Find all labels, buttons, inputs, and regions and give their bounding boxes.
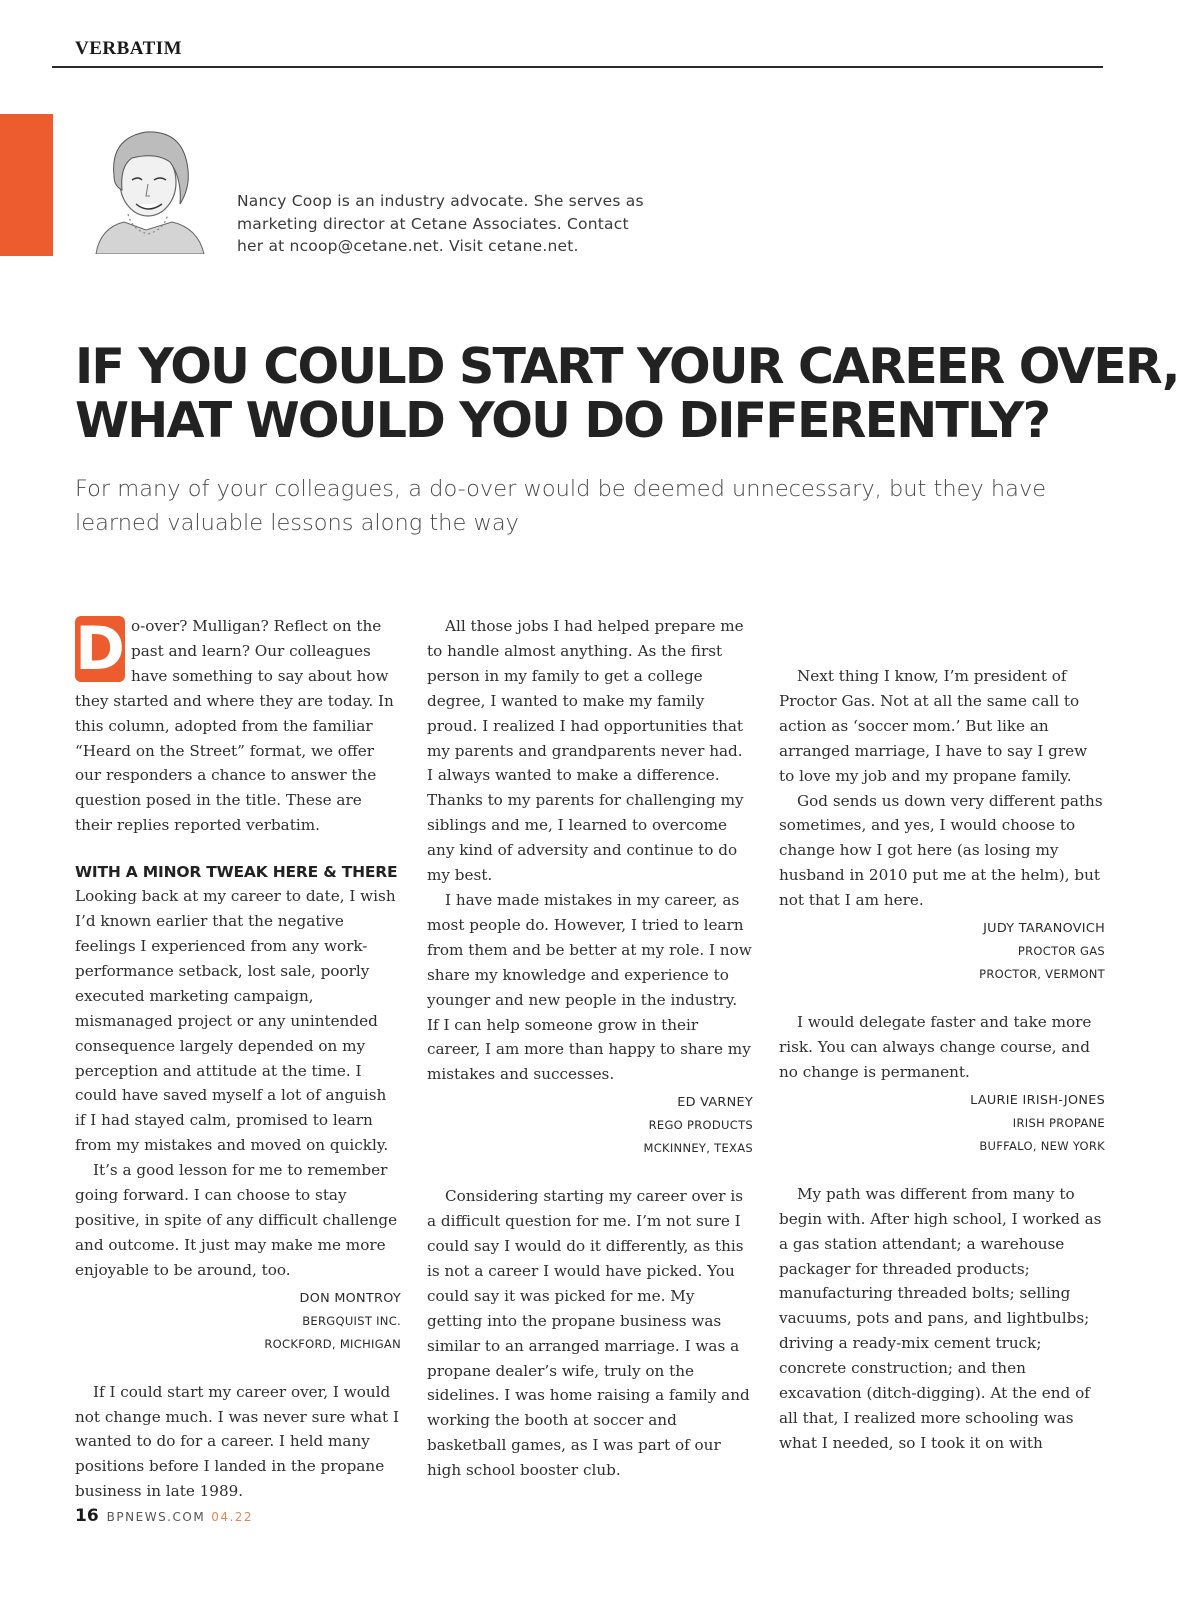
- page-number: 16: [75, 1506, 99, 1526]
- section-label: VERBATIM: [75, 38, 183, 59]
- header-rule: [52, 66, 1103, 68]
- issue-date: 04.22: [211, 1510, 254, 1524]
- bio-line: marketing director at Cetane Associates. Contact: [237, 214, 629, 233]
- body-paragraph: Considering starting my career over is a difficult question for me. I’m not sure I could say I would do it differently, as this is not a career I would have picked. You could say it was picked for me. My getting into the propane business was similar to an arranged marriage. I was a propane dealer’s wife, truly on the sidelines. I was home raising a family and working the booth at soccer and basketball games, as I was part of our high school booster club.: [427, 1187, 750, 1480]
- signature-location: PROCTOR, VERMONT: [979, 967, 1105, 982]
- body-paragraph: Next thing I know, I’m president of Proctor Gas. Not at all the same call to action as ‘soccer mom.’ But like an arranged marriage, I have to say I grew to love my job and my propane family.: [779, 667, 1088, 785]
- headline-line: IF YOU COULD START YOUR CAREER OVER,: [75, 338, 1179, 395]
- body-paragraph: It’s a good lesson for me to remember going forward. I can choose to stay positive, in spite of any difficult challenge and outcome. It just may make me more enjoyable to be around, too.: [75, 1161, 398, 1279]
- accent-bar: [0, 114, 53, 256]
- author-portrait: [84, 118, 214, 254]
- signature-location: ROCKFORD, MICHIGAN: [264, 1336, 401, 1351]
- body-paragraph: God sends us down very different paths sometimes, and yes, I would choose to change how I got here (as losing my husband in 2010 put me at the helm), but not that I am here.: [779, 791, 1103, 910]
- page-footer: [75, 1506, 253, 1526]
- footer-site: BPNEWS.COM: [106, 1510, 206, 1524]
- section-subhead: WITH A MINOR TWEAK HERE & THERE: [75, 863, 398, 882]
- signature-irish-jones: [779, 1089, 1105, 1158]
- body-paragraph: All those jobs I had helped prepare me to handle almost anything. As the first person in my family to get a college degree, I wanted to make my family proud. I realized I had opportunities that my parents and grandparents never had. I always wanted to make a difference. Thanks to my parents for challenging my siblings and me, I learned to overcome any kind of adversity and continue to do my best.: [427, 617, 744, 885]
- signature-taranovich: [779, 917, 1105, 986]
- intro-paragraph: o-over? Mulligan? Reflect on the past and learn? Our colleagues have something to say about how they started and where they are today. In this column, adopted from the familiar “Heard on the Street” format, we offer our responders a chance to answer the question posed in the title. These are their replies reported verbatim.: [75, 617, 394, 835]
- signature-varney: [427, 1091, 753, 1160]
- signature-name: ED VARNEY: [677, 1095, 753, 1111]
- signature-company: IRISH PROPANE: [1012, 1115, 1105, 1130]
- bio-line: Nancy Coop is an industry advocate. She serves as: [237, 192, 644, 210]
- signature-company: REGO PRODUCTS: [648, 1118, 753, 1133]
- body-paragraph: I would delegate faster and take more risk. You can always change course, and no change is permanent.: [779, 1013, 1092, 1081]
- signature-name: DON MONTROY: [299, 1290, 401, 1306]
- column-3: [779, 664, 1105, 1456]
- signature-montroy: [75, 1287, 401, 1356]
- signature-name: JUDY TARANOVICH: [983, 921, 1105, 937]
- body-paragraph: Looking back at my career to date, I wish I’d known earlier that the negative feelings I experienced from any work-performance setback, lost sale, poorly executed marketing campaign, mismanaged project or any unintended consequence largely depended on my perception and attitude at the time. I could have saved myself a lot of anguish if I had stayed calm, promised to learn from my mistakes and moved on quickly.: [75, 887, 396, 1155]
- signature-company: PROCTOR GAS: [1017, 944, 1105, 959]
- drop-cap: D: [75, 614, 125, 684]
- article-deck: For many of your colleagues, a do-over would be deemed unnecessary, but they have learned valuable lessons along the way: [75, 476, 1047, 536]
- signature-location: MCKINNEY, TEXAS: [643, 1141, 753, 1156]
- bio-line: her at ncoop@cetane.net. Visit cetane.net.: [237, 237, 579, 255]
- body-paragraph: I have made mistakes in my career, as most people do. However, I tried to learn from them and be better at my role. I now share my knowledge and experience to younger and new people in the industry. If I can help someone grow in their career, I am more than happy to share my mistakes and successes.: [427, 890, 752, 1084]
- author-bio: [237, 190, 667, 258]
- headline-line: WHAT WOULD YOU DO DIFFERENTLY?: [75, 392, 1050, 449]
- body-paragraph: My path was different from many to begin with. After high school, I worked as a gas station attendant; a warehouse packager for threaded products; manufacturing threaded bolts; selling vacuums, pots and pans, and lightbulbs; driving a ready-mix cement truck; concrete construction; and then excavation (ditch-digging). At the end of all that, I realized more schooling was what I needed, so I took it on with: [779, 1184, 1102, 1452]
- signature-name: LAURIE IRISH-JONES: [970, 1092, 1105, 1108]
- article-headline: [75, 338, 1179, 449]
- column-2: [427, 614, 753, 1483]
- column-1: [75, 614, 401, 1504]
- signature-location: BUFFALO, NEW YORK: [979, 1138, 1105, 1153]
- signature-company: BERGQUIST INC.: [302, 1313, 401, 1328]
- body-paragraph: If I could start my career over, I would not change much. I was never sure what I wanted to do for a career. I held many positions before I landed in the propane business in late 1989.: [75, 1382, 399, 1501]
